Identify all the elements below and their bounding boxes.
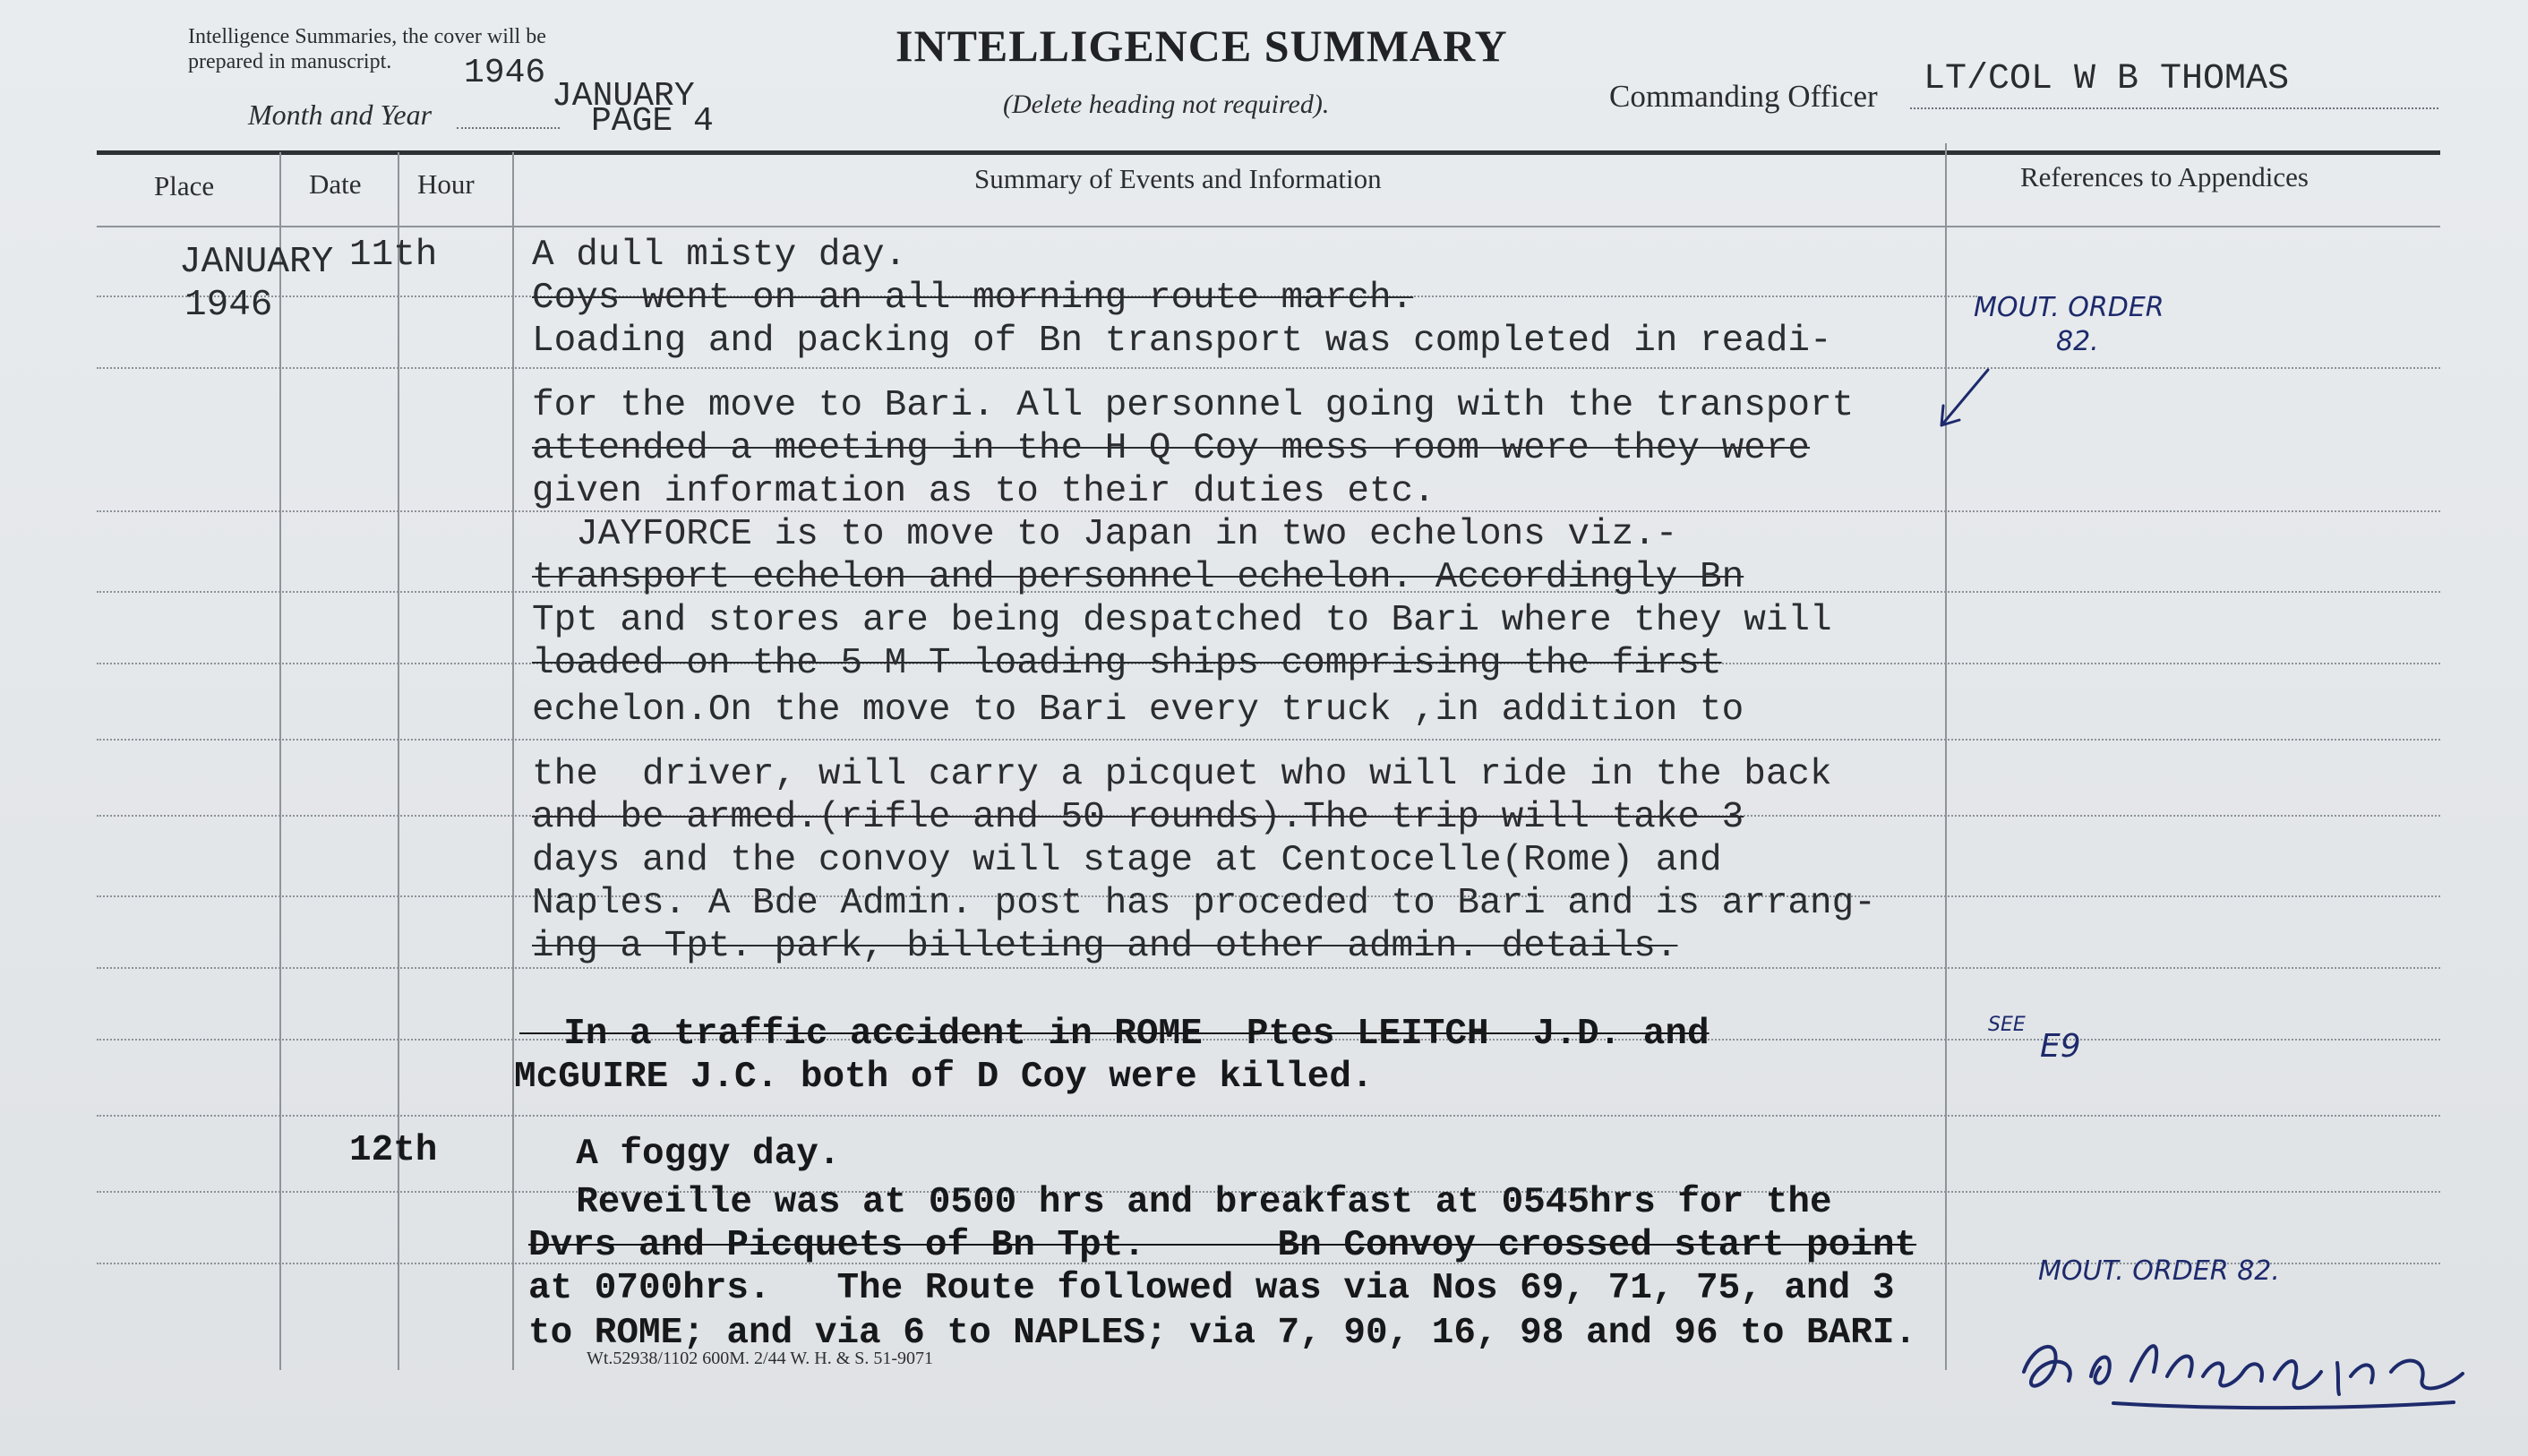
summary-line: loaded on the 5 M T loading ships comprising the first xyxy=(532,643,1722,684)
summary-line: to ROME; and via 6 to NAPLES; via 7, 90, 16, 98 and 96 to BARI. xyxy=(528,1313,1917,1354)
summary-line: A dull misty day. xyxy=(532,235,907,276)
ruled-line xyxy=(97,967,2440,969)
cover-note-line2: prepared in manuscript. xyxy=(188,50,392,73)
summary-line: A foggy day. xyxy=(532,1134,841,1175)
divider-place-date xyxy=(279,152,281,1370)
summary-line: Dvrs and Picquets of Bn Tpt. Bn Convoy crossed start point xyxy=(528,1225,1917,1266)
divider-summary-references xyxy=(1945,143,1947,1370)
column-header-summary: Summary of Events and Information xyxy=(974,163,1382,194)
summary-line: attended a meeting in the H Q Coy mess room were they were xyxy=(532,428,1811,469)
summary-line: Naples. A Bde Admin. post has proceded to Bari and is arrang- xyxy=(532,883,1876,924)
date-12th: 12th xyxy=(349,1130,438,1171)
page-subtitle: (Delete heading not required). xyxy=(1003,90,1330,119)
summary-line: and be armed.(rifle and 50 rounds).The trip will take 3 xyxy=(532,797,1744,838)
ruled-line xyxy=(97,739,2440,741)
summary-line: at 0700hrs. The Route followed was via Nos 69, 71, 75, and 3 xyxy=(528,1268,1895,1309)
summary-line: In a traffic accident in ROME Ptes LEITCH J.D. and xyxy=(519,1014,1710,1055)
summary-line: for the move to Bari. All personnel going with the transport xyxy=(532,385,1855,426)
summary-line: Coys went on an all morning route march. xyxy=(532,278,1414,319)
summary-line: the driver, will carry a picquet who will ride in the back xyxy=(532,754,1832,795)
print-code: Wt.52938/1102 600M. 2/44 W. H. & S. 51-9071 xyxy=(587,1349,934,1368)
summary-line: given information as to their duties etc. xyxy=(532,471,1435,512)
summary-line: JAYFORCE is to move to Japan in two echelons viz.- xyxy=(532,514,1678,555)
summary-line: transport echelon and personnel echelon. Accordingly Bn xyxy=(532,557,1744,598)
arrow-pointer-icon xyxy=(1925,363,1997,434)
year-value: 1946 xyxy=(464,54,546,92)
column-header-place: Place xyxy=(154,170,215,201)
column-header-references: References to Appendices xyxy=(2020,161,2309,193)
summary-line: echelon.On the move to Bari every truck ,in addition to xyxy=(532,689,1744,731)
column-header-date: Date xyxy=(309,168,362,200)
divider-date-hour xyxy=(398,152,399,1370)
column-header-hour: Hour xyxy=(417,168,475,200)
reference-movement-order: MOUT. ORDER xyxy=(1974,292,2164,323)
ruled-line xyxy=(97,367,2440,369)
divider-hour-summary xyxy=(512,152,514,1370)
commanding-officer-label: Commanding Officer xyxy=(1609,79,1878,114)
reference-see-number: E9 xyxy=(2040,1028,2081,1065)
commanding-officer-dotline xyxy=(1910,107,2438,109)
cover-note-line1: Intelligence Summaries, the cover will be xyxy=(188,25,546,48)
page-title: INTELLIGENCE SUMMARY xyxy=(896,21,1508,71)
month-value: JANUARY xyxy=(552,77,695,116)
month-year-label: Month and Year xyxy=(248,98,433,131)
place-year: 1946 xyxy=(184,285,273,326)
summary-line: Reveille was at 0500 hrs and breakfast at 0545hrs for the xyxy=(532,1182,1832,1223)
place-month: JANUARY xyxy=(179,242,334,283)
summary-line: ing a Tpt. park, billeting and other admin. details. xyxy=(532,926,1678,967)
page-number: PAGE 4 xyxy=(591,102,714,141)
date-11th: 11th xyxy=(349,235,438,276)
table-top-rule xyxy=(97,150,2440,155)
reference-movement-order-2: MOUT. ORDER 82. xyxy=(2038,1255,2280,1287)
summary-line: days and the convoy will stage at Centocelle(Rome) and xyxy=(532,840,1722,881)
reference-movement-order-number: 82. xyxy=(2056,326,2099,357)
summary-line: Loading and packing of Bn transport was completed in readi- xyxy=(532,321,1832,362)
summary-line: Tpt and stores are being despatched to Bari where they will xyxy=(532,600,1832,641)
signature-image xyxy=(2006,1309,2507,1435)
column-header-rule xyxy=(97,226,2440,227)
commanding-officer-value: LT/COL W B THOMAS xyxy=(1924,59,2290,99)
reference-see-label: SEE xyxy=(1988,1014,2026,1036)
summary-line: McGUIRE J.C. both of D Coy were killed. xyxy=(514,1057,1374,1098)
ruled-line xyxy=(97,1115,2440,1117)
month-year-dotline xyxy=(457,127,560,129)
